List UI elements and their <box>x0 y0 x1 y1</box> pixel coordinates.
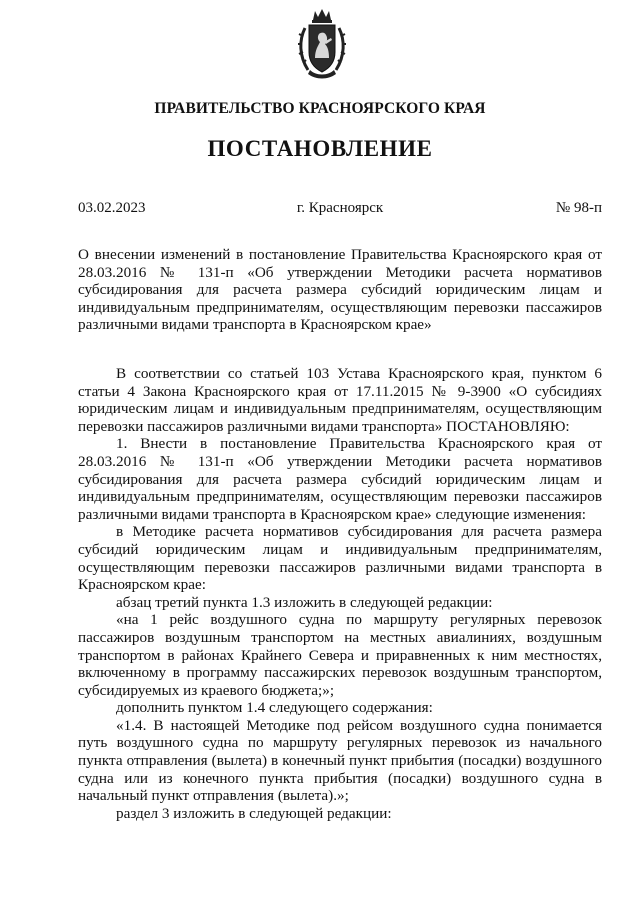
document-number: № 98-п <box>555 200 602 216</box>
body-paragraph: абзац третий пункта 1.3 изложить в следующей редакции: <box>116 593 493 611</box>
document-meta <box>78 200 602 220</box>
body-paragraph: раздел 3 изложить в следующей редакции: <box>116 804 392 822</box>
document-city: г. Красноярск <box>296 200 384 216</box>
krasnoyarsk-coat-of-arms-icon <box>298 6 346 82</box>
document-subject: О внесении изменений в постановление Правительства Красноярского края от 28.03.2016 № 131-п «Об утверждении Методики расчета нормативов субсидирования для расчета размера субсидий юридическим лицам и индивидуальным предпринимателям, осуществляющим перевозки пассажиров различными видами транспорта в Красноярском крае» <box>78 246 602 334</box>
body-paragraph: «1.4. В настоящей Методике под рейсом воздушного судна понимается путь воздушного судна по маршруту регулярных перевозок из начального пункта отправления (вылета) в конечный пункт прибытия (посадки) воздушного судна или из конечного пункта прибытия (посадки) воздушного судна в начальный пункт отправления (вылета).»; <box>78 716 602 805</box>
document-date: 03.02.2023 <box>78 200 146 216</box>
body-paragraph: дополнить пунктом 1.4 следующего содержания: <box>116 699 433 717</box>
document-body <box>78 365 602 822</box>
document-type: ПОСТАНОВЛЕНИЕ <box>207 136 433 161</box>
body-paragraph: в Методике расчета нормативов субсидирования для расчета размера субсидий юридическим лицам и индивидуальным предпринимателям, осуществляющим перевозки пассажиров различными видами транспорта в Красноярском крае: <box>78 523 602 594</box>
body-paragraph: «на 1 рейс воздушного судна по маршруту регулярных перевозок пассажиров воздушным транспортом на местных авиалиниях, воздушным транспортом в районах Крайнего Севера и приравненных к ним местностях, включенному в программу пассажирских перевозок воздушным транспортом, субсидируемых из краевого бюджета;»; <box>78 611 602 699</box>
government-name: ПРАВИТЕЛЬСТВО КРАСНОЯРСКОГО КРАЯ <box>154 100 486 117</box>
body-paragraph: В соответствии со статьей 103 Устава Красноярского края, пунктом 6 статьи 4 Закона Красноярского края от 17.11.2015 № 9-3900 «О субсидиях юридическим лицам и индивидуальным предпринимателям, осуществляющим перевозки пассажиров различными видами транспорта» ПОСТАНОВЛЯЮ: <box>78 365 602 435</box>
body-paragraph: 1. Внести в постановление Правительства Красноярского края от 28.03.2016 № 131-п «Об утверждении Методики расчета нормативов субсидирования для расчета размера субсидий юридическим лицам и индивидуальным предпринимателям, осуществляющим перевозки пассажиров различными видами транспорта в Красноярском крае» следующие изменения: <box>78 435 602 523</box>
